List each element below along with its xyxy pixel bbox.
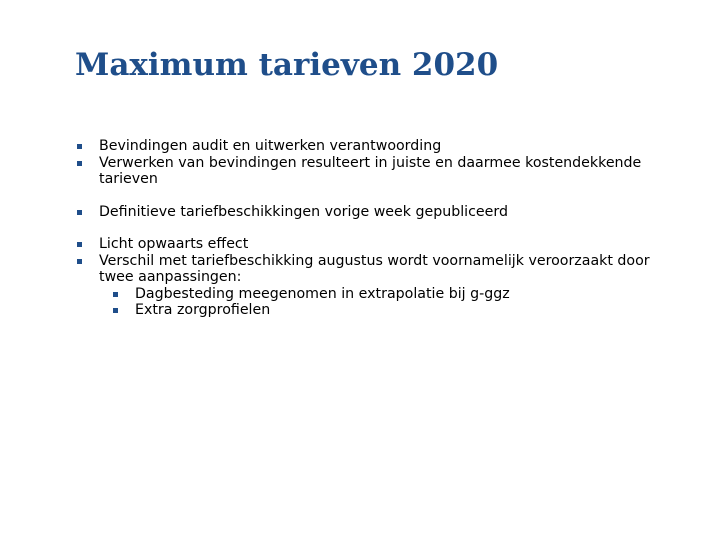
sub-bullet-item [99,302,675,319]
sub-bullet-item [99,286,675,303]
bullet-item [75,236,675,253]
square-bullet-icon [77,161,82,166]
square-bullet-icon [113,308,118,313]
bullet-item [75,138,675,155]
bullet-group-audit [75,138,675,188]
slide-title: Maximum tarieven 2020 [75,47,499,83]
bullet-item [75,204,675,221]
square-bullet-icon [77,144,82,149]
sub-bullet-text: Extra zorgprofielen [135,302,271,318]
slide-body [75,138,675,319]
bullet-group-effect [75,236,675,319]
bullet-item [75,253,675,319]
bullet-text: Verwerken van bevindingen resulteert in juiste en daarmee kostendekkende tarieven [99,154,642,187]
bullet-text: Definitieve tariefbeschikkingen vorige week gepubliceerd [99,203,508,220]
bullet-text: Licht opwaarts effect [99,236,249,252]
sub-bullet-list [99,286,675,319]
square-bullet-icon [77,242,82,247]
square-bullet-icon [77,259,82,264]
square-bullet-icon [77,210,82,215]
bullet-text: Bevindingen audit en uitwerken verantwoording [99,138,442,154]
bullet-item [75,155,675,188]
bullet-text: Verschil met tariefbeschikking augustus wordt voornamelijk veroorzaakt door twee aanpassingen: [99,252,650,285]
sub-bullet-text: Dagbesteding meegenomen in extrapolatie bij g-ggz [135,285,510,302]
square-bullet-icon [113,292,118,297]
bullet-group-publication [75,204,675,221]
